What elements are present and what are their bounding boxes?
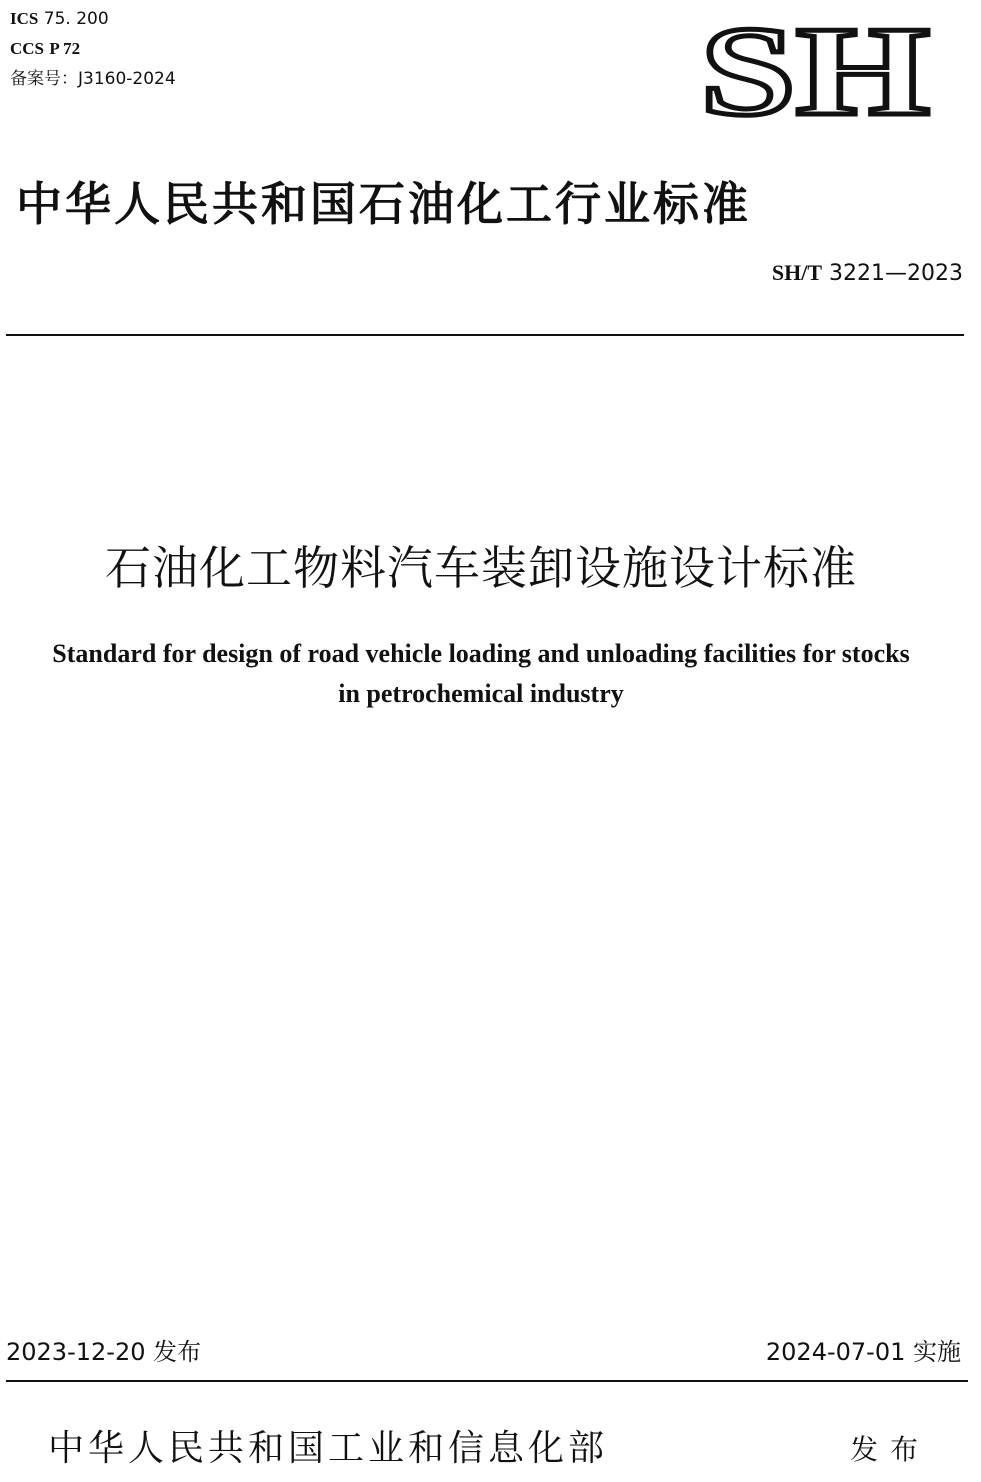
english-title-line-2: in petrochemical industry: [338, 679, 624, 708]
ccs-value: P 72: [49, 39, 81, 58]
issue-label: 发布: [850, 1433, 931, 1466]
implementation-date: 2024-07-01 实施: [765, 1338, 961, 1366]
standard-number: [772, 260, 963, 286]
record-number: [10, 64, 176, 94]
english-title-line-1: Standard for design of road vehicle loading and unloading facilities for stocks: [52, 639, 910, 668]
record-value: J3160-2024: [78, 69, 176, 89]
ccs-label: CCS: [10, 39, 45, 58]
industry-standard-title: 中华人民共和国石油化工行业标准: [16, 177, 751, 231]
bottom-divider: [6, 1380, 968, 1382]
ics-label: ICS: [10, 9, 39, 28]
top-divider: [6, 334, 964, 336]
chinese-title: 石油化工物料汽车装卸设施设计标准: [105, 541, 857, 595]
issuing-authority: 中华人民共和国工业和信息化部: [48, 1428, 609, 1469]
standard-number-value: 3221—2023: [829, 261, 963, 286]
record-label: 备案号：: [10, 69, 78, 89]
sh-logo-text: SH: [700, 14, 930, 124]
issue-date: 2023-12-20 发布: [6, 1338, 202, 1366]
standard-code: SH/T: [771, 260, 823, 285]
sh-logo: [697, 14, 933, 124]
english-title: [0, 634, 962, 714]
ics-code: [10, 4, 176, 34]
ics-value: 75. 200: [43, 9, 109, 29]
ccs-code: [10, 34, 176, 64]
document-codes: [10, 4, 176, 94]
